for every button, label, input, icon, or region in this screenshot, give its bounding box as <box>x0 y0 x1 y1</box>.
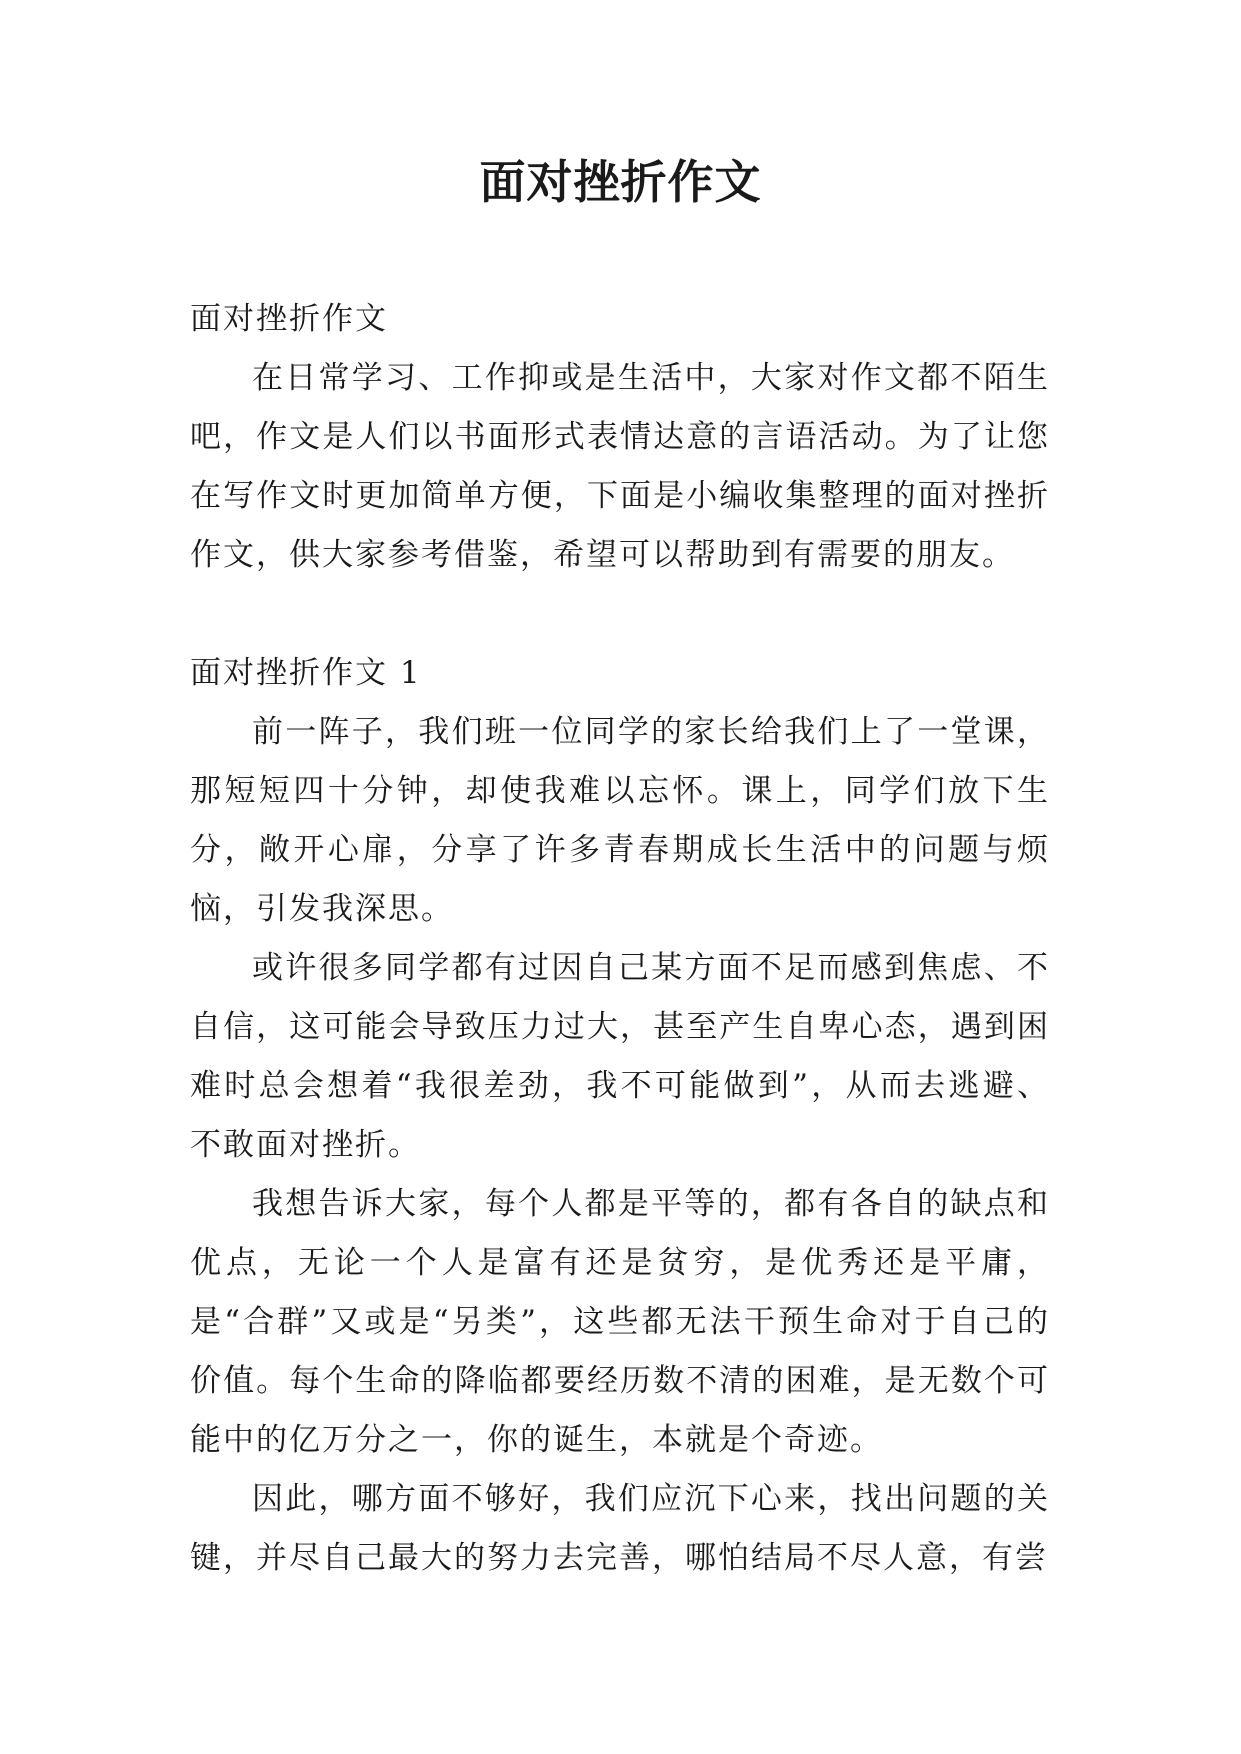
essay-1-paragraph-2: 或许很多同学都有过因自己某方面不足而感到焦虑、不自信，这可能会导致压力过大，甚至产生自卑心态，遇到困难时总会想着“我很差劲，我不可能做到”，从而去逃避、不敢面对挫折。 <box>190 950 1050 1163</box>
essay-1-paragraph-4: 因此，哪方面不够好，我们应沉下心来，找出问题的关键，并尽自己最大的努力去完善，哪怕结局不尽人意，有尝 <box>190 1481 1050 1576</box>
intro-paragraph: 在日常学习、工作抑或是生活中，大家对作文都不陌生吧，作文是人们以书面形式表情达意的言语活动。为了让您在写作文时更加简单方便，下面是小编收集整理的面对挫折作文，供大家参考借鉴，希望可以帮助到有需要的朋友。 <box>190 360 1050 573</box>
section-gap <box>190 585 1050 644</box>
document-title: 面对挫折作文 <box>479 155 762 209</box>
essay-1-paragraph-3: 我想告诉大家，每个人都是平等的，都有各自的缺点和优点，无论一个人是富有还是贫穷，是优秀还是平庸，是“合群”又或是“另类”，这些都无法干预生命对于自己的价值。每个生命的降临都要经历数不清的困难，是无数个可能中的亿万分之一，你的诞生，本就是个奇迹。 <box>190 1186 1050 1458</box>
essay-1-heading: 面对挫折作文 1 <box>190 655 422 691</box>
essay-1-paragraph-1: 前一阵子，我们班一位同学的家长给我们上了一堂课，那短短四十分钟，却使我难以忘怀。课上，同学们放下生分，敞开心扉，分享了许多青春期成长生活中的问题与烦恼，引发我深思。 <box>190 714 1050 927</box>
document-body <box>190 290 1050 1588</box>
intro-heading: 面对挫折作文 <box>190 301 388 337</box>
